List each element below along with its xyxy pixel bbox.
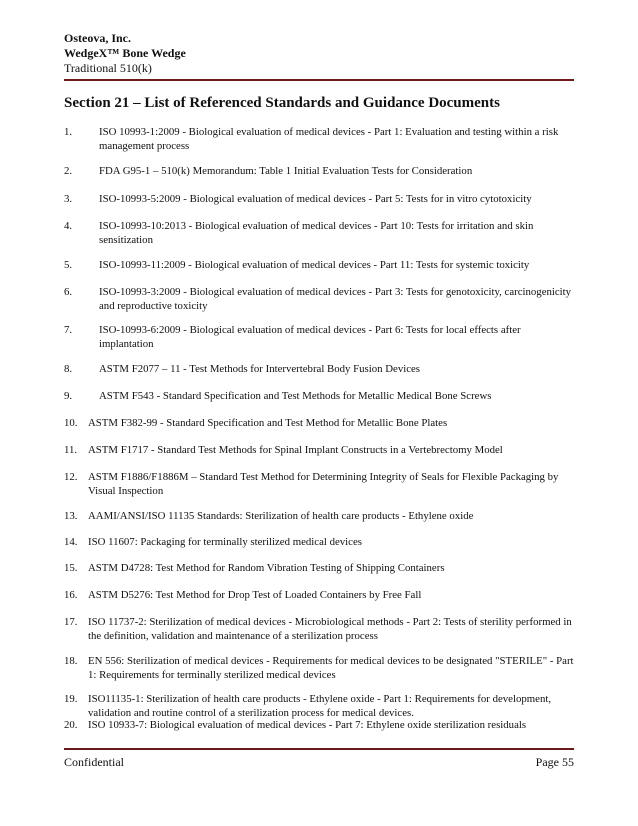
list-item [64, 509, 574, 523]
item-text: ASTM F1717 - Standard Test Methods for Spinal Implant Constructs in a Vertebrectomy Model [88, 444, 503, 456]
item-number: 10. [64, 417, 78, 429]
item-text: ISO-10993-6:2009 - Biological evaluation of medical devices - Part 6: Tests for local effects after implantation [99, 324, 521, 350]
item-number: 17. [64, 616, 78, 628]
page-number: Page 55 [535, 755, 574, 769]
item-text: ISO-10993-5:2009 - Biological evaluation of medical devices - Part 5: Tests for in vitro cytotoxicity [99, 193, 532, 205]
item-text: ASTM F1886/F1886M – Standard Test Method for Determining Integrity of Seals for Flexible Packaging by Visual Inspection [88, 471, 559, 497]
item-number: 9. [64, 390, 73, 402]
item-text: ISO-10993-11:2009 - Biological evaluation of medical devices - Part 11: Tests for systemic toxicity [99, 259, 530, 271]
company-name: Osteova, Inc. [64, 31, 131, 45]
item-text: ASTM D5276: Test Method for Drop Test of Loaded Containers by Free Fall [88, 589, 422, 601]
item-text: ISO-10993-10:2013 - Biological evaluation of medical devices - Part 10: Tests for irritation and skin sensitization [99, 220, 534, 246]
item-number: 20. [64, 719, 78, 731]
list-item [64, 692, 574, 720]
item-text: ISO11135-1: Sterilization of health care products - Ethylene oxide - Part 1: Requirements for development, validation and routine control of a sterilization process for medical devices. [88, 693, 552, 719]
list-item [64, 615, 574, 643]
item-text: ASTM F382-99 - Standard Specification and Test Method for Metallic Bone Plates [88, 417, 448, 429]
confidential-label: Confidential [64, 755, 124, 769]
item-number: 3. [64, 193, 73, 205]
list-item [64, 164, 574, 178]
item-number: 15. [64, 562, 78, 574]
list-item [64, 561, 574, 575]
item-number: 6. [64, 286, 73, 298]
item-text: AAMI/ANSI/ISO 11135 Standards: Sterilization of health care products - Ethylene oxide [88, 510, 474, 522]
document-footer [64, 755, 574, 770]
product-name: WedgeX™ Bone Wedge [64, 46, 186, 60]
item-number: 19. [64, 693, 78, 705]
item-number: 5. [64, 259, 73, 271]
item-number: 4. [64, 220, 73, 232]
list-item [64, 718, 574, 732]
item-text: FDA G95-1 – 510(k) Memorandum: Table 1 Initial Evaluation Tests for Consideration [99, 165, 473, 177]
item-number: 7. [64, 324, 73, 336]
item-text: ISO 10993-1:2009 - Biological evaluation of medical devices - Part 1: Evaluation and testing within a risk management process [99, 126, 559, 152]
list-item [64, 285, 574, 313]
list-item [64, 654, 574, 682]
submission-type: Traditional 510(k) [64, 61, 152, 75]
item-number: 11. [64, 444, 78, 456]
document-page [64, 0, 574, 826]
list-item [64, 362, 574, 376]
item-number: 16. [64, 589, 78, 601]
list-item [64, 323, 574, 351]
list-item [64, 258, 574, 272]
list-item [64, 535, 574, 549]
item-number: 2. [64, 165, 73, 177]
item-text: ASTM F2077 – 11 - Test Methods for Intervertebral Body Fusion Devices [99, 363, 421, 375]
list-item [64, 219, 574, 247]
list-item [64, 416, 574, 430]
section-title: Section 21 – List of Referenced Standards and Guidance Documents [64, 95, 500, 111]
list-item [64, 125, 574, 153]
list-item [64, 389, 574, 403]
list-item [64, 443, 574, 457]
item-text: ASTM D4728: Test Method for Random Vibration Testing of Shipping Containers [88, 562, 445, 574]
header-divider [64, 79, 574, 81]
item-text: ASTM F543 - Standard Specification and Test Methods for Metallic Medical Bone Screws [99, 390, 492, 402]
item-number: 1. [64, 126, 73, 138]
item-text: ISO 10933-7: Biological evaluation of medical devices - Part 7: Ethylene oxide sterilization residuals [88, 719, 527, 731]
list-item [64, 470, 574, 498]
footer-divider [64, 748, 574, 750]
item-number: 14. [64, 536, 78, 548]
item-text: ISO 11607: Packaging for terminally sterilized medical devices [88, 536, 362, 548]
item-number: 18. [64, 655, 78, 667]
item-text: EN 556: Sterilization of medical devices - Requirements for medical devices to be designated "STERILE" - Part 1: Requirements for terminally sterilized medical devices [88, 655, 574, 681]
item-text: ISO-10993-3:2009 - Biological evaluation of medical devices - Part 3: Tests for genotoxicity, carcinogenicity and reproductive toxicity [99, 286, 572, 312]
list-item [64, 192, 574, 206]
item-text: ISO 11737-2: Sterilization of medical devices - Microbiological methods - Part 2: Tests of sterility performed in the definition, validation and maintenance of a sterilization process [88, 616, 572, 642]
item-number: 8. [64, 363, 73, 375]
list-item [64, 588, 574, 602]
item-number: 13. [64, 510, 78, 522]
document-header [64, 31, 574, 76]
item-number: 12. [64, 471, 78, 483]
